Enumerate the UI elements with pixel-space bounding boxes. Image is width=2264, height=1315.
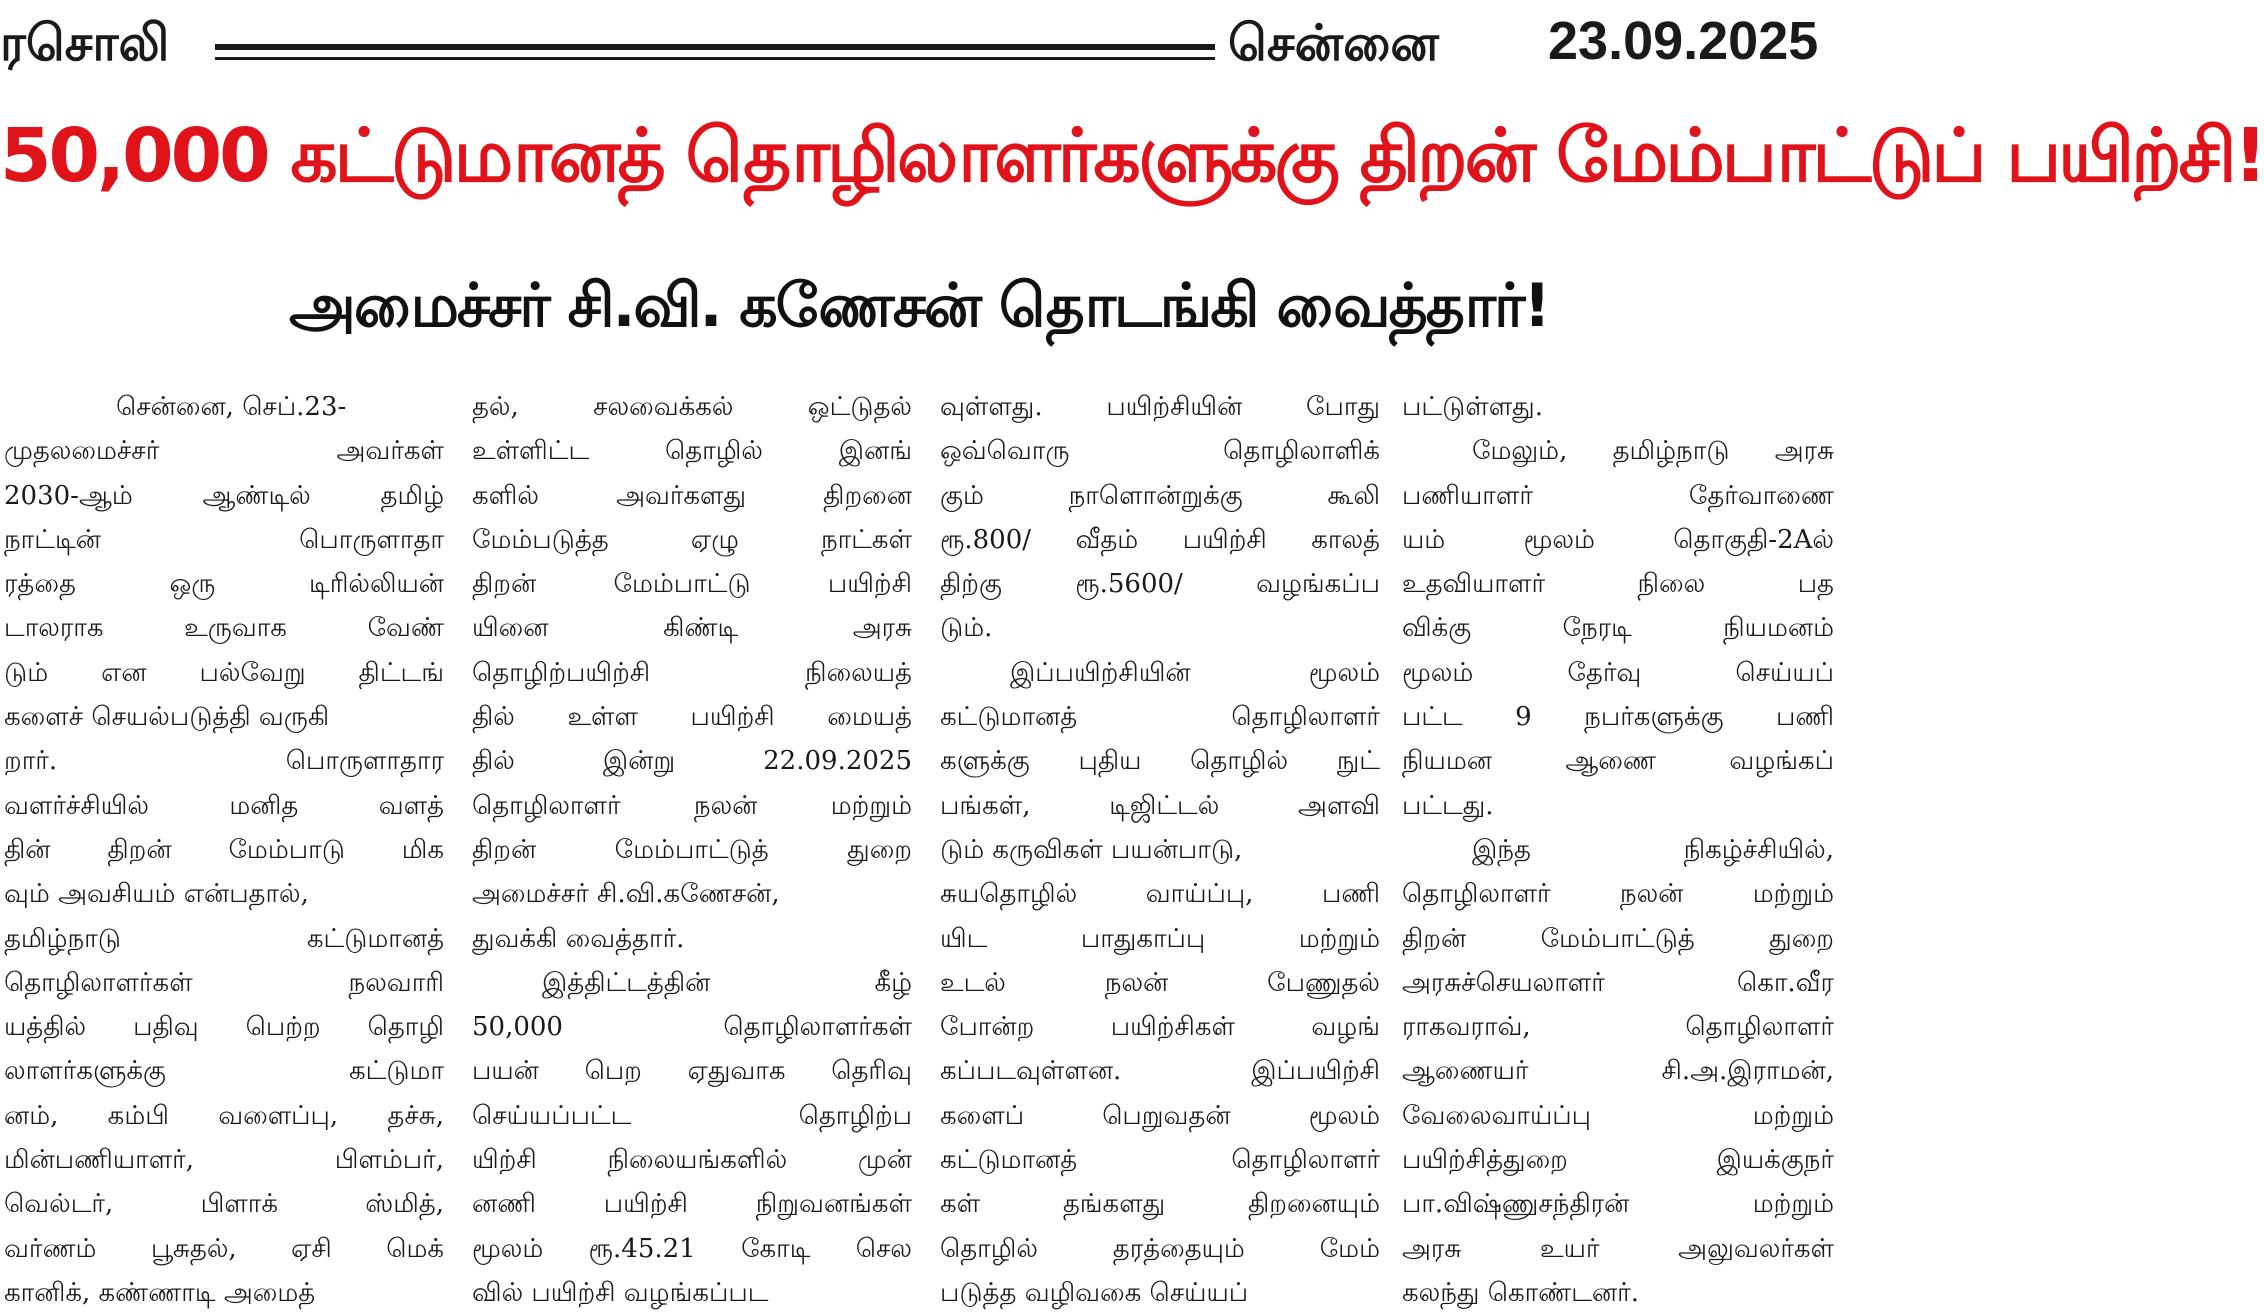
article-line: திறன் மேம்பாட்டு பயிற்சி [472, 569, 912, 600]
article-line: அரசுச்செயலாளர் கொ.வீர [1402, 967, 1834, 998]
newspaper-name: ரசொலி [0, 14, 170, 72]
article-line: தமிழ்நாடு கட்டுமானத் [4, 923, 444, 954]
article-line: பா.விஷ்ணுசந்திரன் மற்றும் [1402, 1189, 1834, 1220]
article-line: உடல் நலன் பேணுதல் [940, 967, 1380, 998]
article-line: டும் என பல்வேறு திட்டங் [4, 657, 444, 688]
article-line: பங்கள், டிஜிட்டல் அளவி [940, 790, 1380, 821]
headline: 50,000 கட்டுமானத் தொழிலாளர்களுக்கு திறன் மேம்பாட்டுப் பயிற்சி! [0, 113, 2264, 199]
article-line: மேலும், தமிழ்நாடு அரசு [1472, 436, 1834, 467]
article-line: யத்தில் பதிவு பெற்ற தொழி [4, 1012, 444, 1043]
article-line: களைப் பெறுவதன் மூலம் [940, 1100, 1380, 1131]
article-line: கானிக், கண்ணாடி அமைத் [4, 1277, 316, 1308]
article-line: வெல்டர், பிளாக் ஸ்மித், [4, 1189, 444, 1220]
article-line: பட்டது. [1402, 790, 1494, 821]
article-line: படுத்த வழிவகை செய்யப் [940, 1277, 1249, 1308]
article-line: முதலமைச்சர் அவர்கள் [4, 436, 444, 467]
article-line: மின்பணியாளர், பிளம்பர், [4, 1145, 444, 1176]
article-line: டும். [940, 613, 993, 644]
subheadline: அமைச்சர் சி.வி. கணேசன் தொடங்கி வைத்தார்! [289, 271, 1549, 341]
article-line: பயிற்சித்துறை இயக்குநர் [1402, 1145, 1834, 1176]
article-line: விக்கு நேரடி நியமனம் [1402, 613, 1834, 644]
article-line: வும் அவசியம் என்பதால், [4, 879, 309, 910]
article-line: உள்ளிட்ட தொழில் இனங் [472, 436, 912, 467]
article-line: பயன் பெற ஏதுவாக தெரிவு [472, 1056, 912, 1087]
article-line: வேலைவாய்ப்பு மற்றும் [1402, 1100, 1834, 1131]
article-line: உதவியாளர் நிலை பத [1402, 569, 1834, 600]
article-line: சுயதொழில் வாய்ப்பு, பணி [940, 879, 1380, 910]
article-line: தல், சலவைக்கல் ஒட்டுதல் [472, 392, 912, 422]
article-line: யம் மூலம் தொகுதி-2Aல் [1402, 524, 1834, 555]
article-line: தில் இன்று 22.09.2025 [472, 746, 912, 777]
article-line: னம், கம்பி வளைப்பு, தச்சு, [4, 1100, 444, 1131]
article-line: பட்டுள்ளது. [1402, 392, 1543, 422]
masthead [0, 6, 1838, 86]
article-line: னணி பயிற்சி நிறுவனங்கள் [472, 1189, 912, 1220]
article-line: வர்ணம் பூசுதல், ஏசி மெக் [4, 1233, 444, 1264]
article-line: யினை கிண்டி அரசு [472, 613, 912, 644]
article-line: தொழிற்பயிற்சி நிலையத் [472, 657, 912, 688]
edition-city: சென்னை [1228, 14, 1439, 72]
article-line: ரூ.800/ வீதம் பயிற்சி காலத் [940, 524, 1380, 555]
article-line: இப்பயிற்சியின் மூலம் [1010, 657, 1380, 688]
article-line: லாளர்களுக்கு கட்டுமா [4, 1056, 444, 1087]
article-line: மேம்படுத்த ஏழு நாட்கள் [472, 524, 912, 555]
article-line: யிட பாதுகாப்பு மற்றும் [940, 923, 1380, 954]
article-line: இத்திட்டத்தின் கீழ் [542, 967, 912, 998]
article-line: கட்டுமானத் தொழிலாளர் [940, 702, 1380, 733]
article-line: மூலம் ரூ.45.21 கோடி செல [472, 1233, 912, 1264]
article-line: கப்படவுள்ளன. இப்பயிற்சி [940, 1056, 1380, 1087]
article-column-3 [940, 385, 1380, 1315]
article-line: களைச் செயல்படுத்தி வருகி [4, 702, 330, 733]
article-line: வில் பயிற்சி வழங்கப்பட [472, 1277, 769, 1308]
article-line: கள் தங்களது திறனையும் [940, 1189, 1380, 1220]
article-line: ஆணையர் சி.அ.இராமன், [1402, 1056, 1834, 1087]
article-line: தின் திறன் மேம்பாடு மிக [4, 834, 444, 865]
article-line: வுள்ளது. பயிற்சியின் போது [940, 392, 1380, 422]
article-line: சென்னை, செப்.23- [116, 392, 347, 422]
article-body [0, 385, 1838, 1308]
article-line: கட்டுமானத் தொழிலாளர் [940, 1145, 1380, 1176]
article-column-2 [472, 385, 912, 1315]
article-column-1 [4, 385, 444, 1315]
article-column-4 [1402, 385, 1834, 1315]
article-line: களுக்கு புதிய தொழில் நுட் [940, 746, 1380, 777]
article-line: யிற்சி நிலையங்களில் முன் [472, 1145, 912, 1176]
article-line: களில் அவர்களது திறனை [472, 480, 912, 511]
article-line: நியமன ஆணை வழங்கப் [1402, 746, 1834, 777]
article-line: செய்யப்பட்ட தொழிற்ப [472, 1100, 912, 1131]
article-line: பணியாளர் தேர்வாணை [1402, 480, 1834, 511]
article-line: அமைச்சர் சி.வி.கணேசன், [472, 879, 780, 910]
article-line: தொழிலாளர் நலன் மற்றும் [1402, 879, 1834, 910]
article-line: அரசு உயர் அலுவலர்கள் [1402, 1233, 1834, 1264]
article-line: கலந்து கொண்டனர். [1402, 1277, 1639, 1308]
article-line: ரத்தை ஒரு டிரில்லியன் [4, 569, 444, 600]
article-line: இந்த நிகழ்ச்சியில், [1472, 834, 1834, 865]
article-line: போன்ற பயிற்சிகள் வழங் [940, 1012, 1380, 1043]
article-line: ராகவராவ், தொழிலாளர் [1402, 1012, 1834, 1043]
edition-date: 23.09.2025 [1548, 11, 1819, 71]
article-line: வளர்ச்சியில் மனித வளத் [4, 790, 444, 821]
article-line: பட்ட 9 நபர்களுக்கு பணி [1402, 702, 1834, 733]
article-line: நாட்டின் பொருளாதா [4, 524, 444, 555]
article-line: திற்கு ரூ.5600/ வழங்கப்ப [940, 569, 1380, 600]
article-line: தில் உள்ள பயிற்சி மையத் [472, 702, 912, 733]
article-line: தொழிலாளர் நலன் மற்றும் [472, 790, 912, 821]
article-line: கும் நாளொன்றுக்கு கூலி [940, 480, 1380, 511]
article-line: ஒவ்வொரு தொழிலாளிக் [940, 436, 1380, 467]
article-line: தொழில் தரத்தையும் மேம் [940, 1233, 1380, 1264]
article-line: மூலம் தேர்வு செய்யப் [1402, 657, 1834, 688]
article-line: தொழிலாளர்கள் நலவாரி [4, 967, 444, 998]
article-line: டாலராக உருவாக வேண் [4, 613, 444, 644]
article-line: டும் கருவிகள் பயன்பாடு, [940, 834, 1243, 865]
article-line: றார். பொருளாதார [4, 746, 444, 777]
article-line: துவக்கி வைத்தார். [472, 923, 685, 954]
article-line: 50,000 தொழிலாளர்கள் [472, 1012, 912, 1043]
masthead-rule [215, 44, 1215, 60]
article-line: 2030-ஆம் ஆண்டில் தமிழ் [4, 480, 444, 511]
article-line: திறன் மேம்பாட்டுத் துறை [472, 834, 912, 865]
article-line: திறன் மேம்பாட்டுத் துறை [1402, 923, 1834, 954]
